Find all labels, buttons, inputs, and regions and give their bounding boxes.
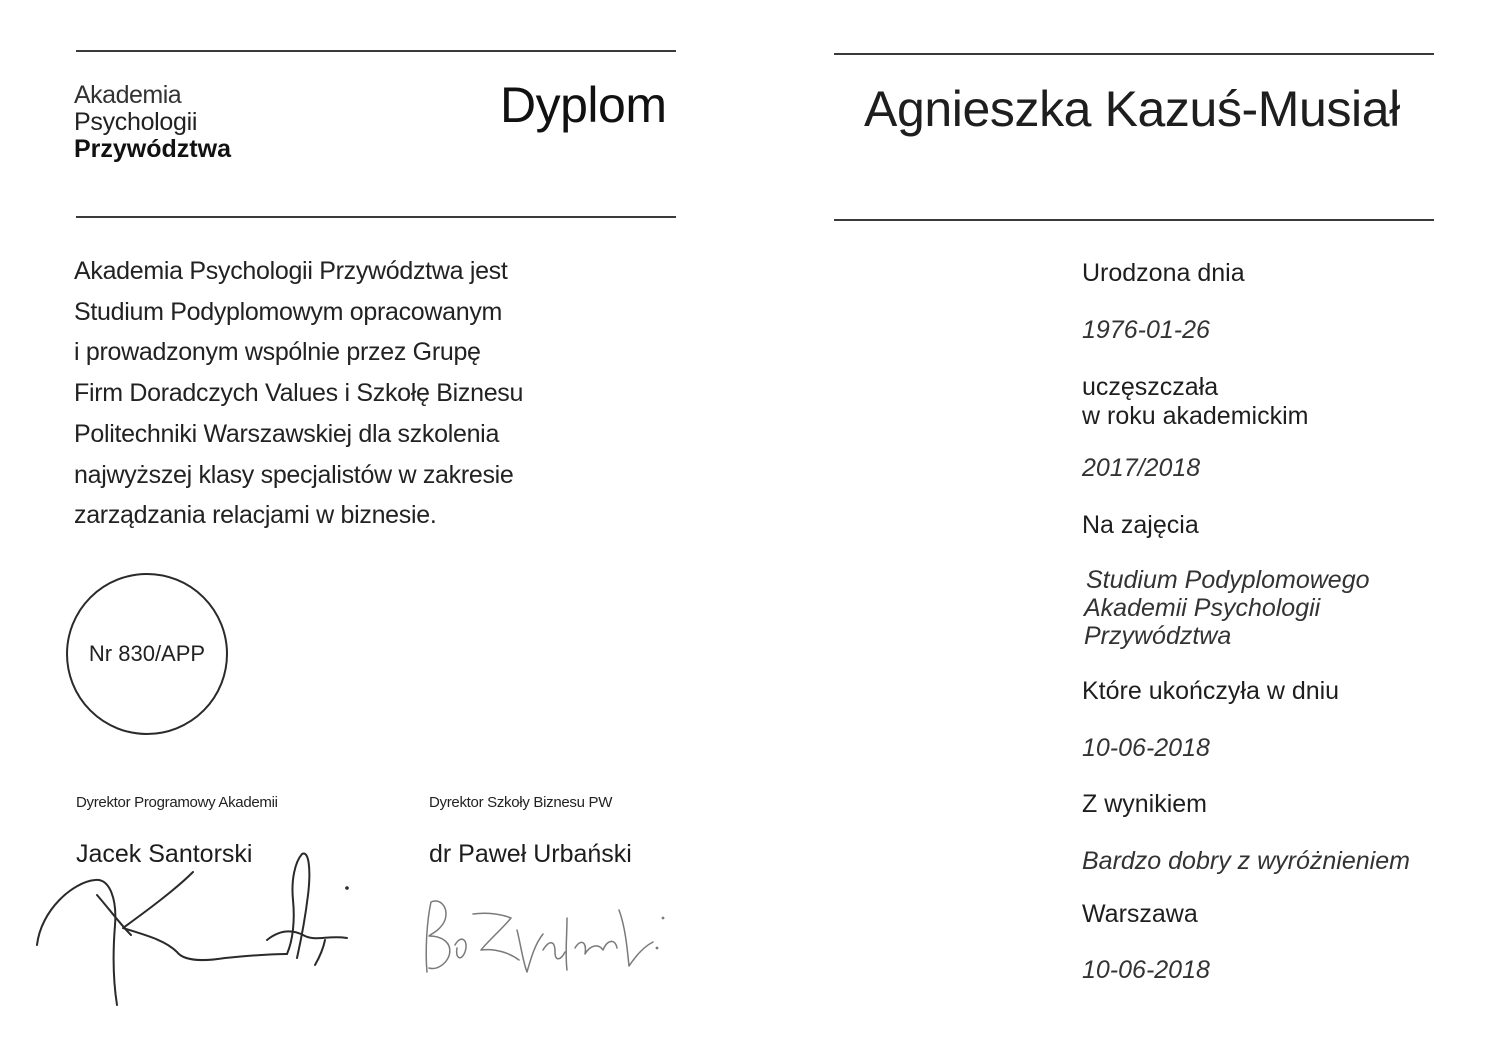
description-line: i prowadzonym wspólnie przez Grupę: [74, 338, 481, 367]
born-date: 1976-01-26: [1082, 316, 1210, 344]
mid-rule-right: [834, 219, 1434, 221]
description-line: Studium Podyplomowym opracowanym: [74, 297, 503, 326]
description-line: Politechniki Warszawskiej dla szkolenia: [74, 419, 500, 448]
course-name-line: Studium Podyplomowego: [1086, 566, 1370, 594]
description-line: Akademia Psychologii Przywództwa jest: [74, 257, 508, 285]
result-grade: Bardzo dobry z wyróżnieniem: [1082, 847, 1410, 875]
course-name-line: Akademii Psychologii: [1084, 594, 1321, 622]
completed-date: 10-06-2018: [1082, 734, 1210, 762]
completed-label: Które ukończyła w dniu: [1082, 677, 1340, 705]
handwritten-signature-urbanski: [415, 890, 675, 985]
signature-name-business-school-director: dr Paweł Urbański: [429, 840, 632, 868]
course-name-line: Przywództwa: [1084, 622, 1232, 650]
mid-rule-left: [76, 216, 676, 218]
signature-role-business-school-director: Dyrektor Szkoły Biznesu PW: [429, 794, 613, 811]
signature-name-program-director: Jacek Santorski: [76, 840, 253, 868]
result-label: Z wynikiem: [1082, 790, 1208, 818]
course-label: Na zajęcia: [1082, 511, 1199, 539]
attended-label: uczęszczała: [1082, 373, 1219, 401]
logo-line-2: Psychologii: [74, 108, 198, 136]
academy-description: [74, 251, 614, 536]
born-label: Urodzona dnia: [1082, 259, 1245, 287]
handwritten-signature-santorski: [25, 840, 365, 1015]
top-rule-left: [76, 50, 676, 52]
issue-date: 10-06-2018: [1082, 956, 1210, 984]
logo-line-3: Przywództwa: [74, 135, 231, 163]
top-rule-right: [834, 53, 1434, 55]
academic-year-label: w roku akademickim: [1082, 402, 1309, 430]
diploma-number-stamp: [66, 573, 228, 735]
recipient-name: Agnieszka Kazuś-Musiał: [864, 81, 1400, 137]
diploma-number: Nr 830/APP: [88, 641, 206, 666]
academy-logo: [74, 82, 231, 163]
description-line: zarządzania relacjami w biznesie.: [74, 501, 437, 530]
signature-role-program-director: Dyrektor Programowy Akademii: [76, 794, 278, 811]
logo-line-1: Akademia: [74, 81, 182, 109]
academic-year: 2017/2018: [1082, 454, 1201, 482]
place-label: Warszawa: [1082, 900, 1198, 928]
description-line: najwyższej klasy specjalistów w zakresie: [74, 460, 514, 489]
diploma-title: Dyplom: [500, 77, 667, 133]
description-line: Firm Doradczych Values i Szkołę Biznesu: [74, 379, 524, 408]
